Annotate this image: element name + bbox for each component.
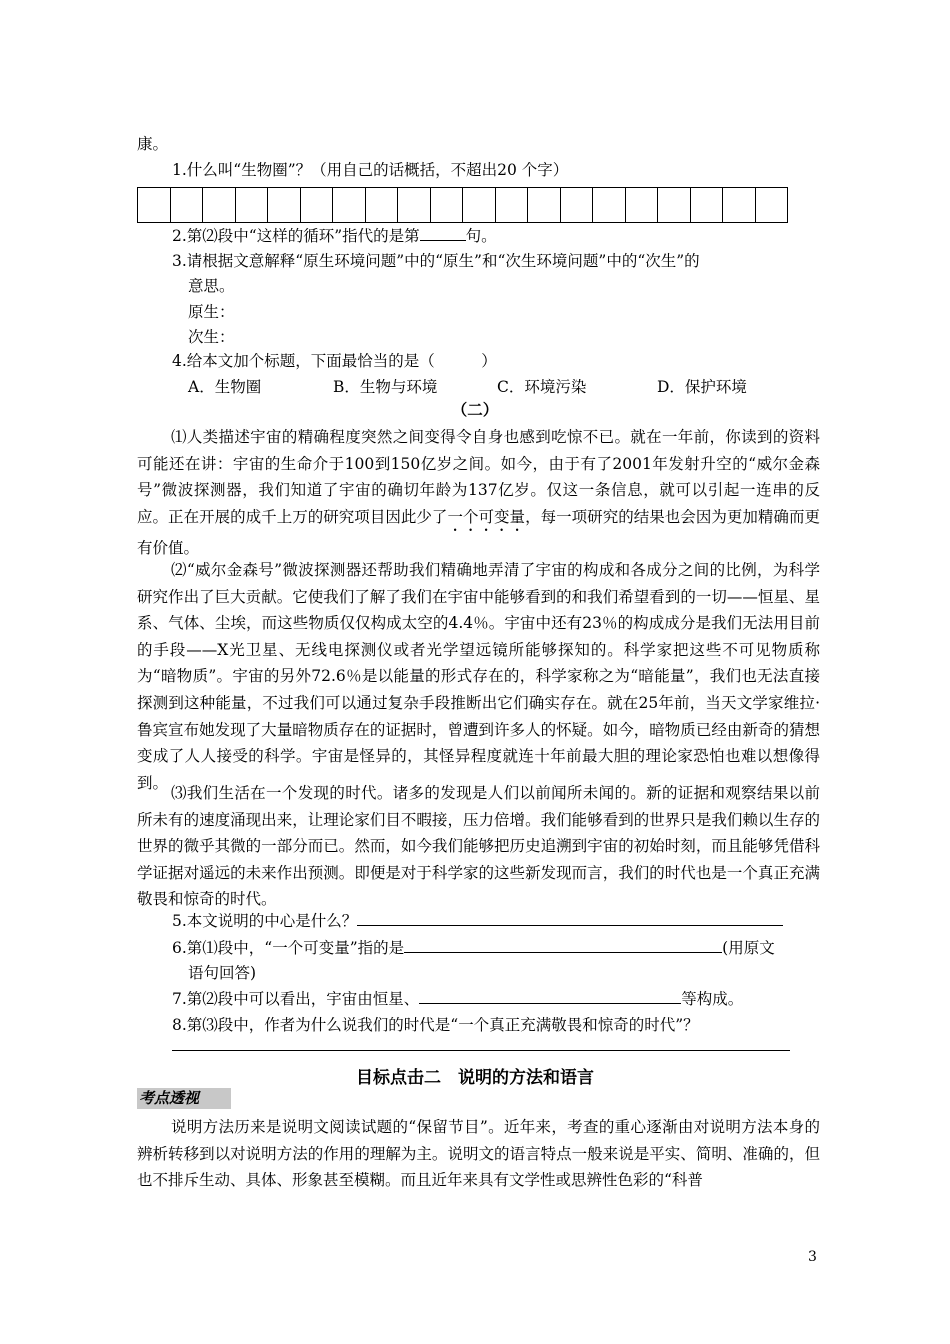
- answer-box[interactable]: [236, 187, 269, 223]
- question-6-prefix: 6.第⑴段中，“一个可变量”指的是: [172, 939, 405, 957]
- question-8: 8.第⑶段中，作者为什么说我们的时代是“一个真正充满敬畏和惊奇的时代”？: [172, 1016, 699, 1034]
- intro-paragraph: 说明方法历来是说明文阅读试题的“保留节目”。近年来，考查的重心逐渐由对说明方法本身的辨析转移到以对说明方法的作用的理解为主。说明文的语言特点一般来说是平实、简明、准确的，但也不排斥生动、具体、形象甚至模糊。而且近年来具有文学性或思辨性色彩的“科普: [137, 1118, 820, 1190]
- answer-box[interactable]: [658, 187, 691, 223]
- paragraph-1-dotted-phrase: 一个可变量: [447, 507, 526, 526]
- answer-box[interactable]: [366, 187, 399, 223]
- answer-box[interactable]: [268, 187, 301, 223]
- question-7-blank[interactable]: [419, 1003, 681, 1004]
- question-2-blank[interactable]: [420, 240, 466, 241]
- question-2: [172, 226, 497, 246]
- answer-box[interactable]: [756, 187, 789, 223]
- answer-box[interactable]: [528, 187, 561, 223]
- answer-box[interactable]: [171, 187, 204, 223]
- answer-box[interactable]: [431, 187, 464, 223]
- question-5-blank[interactable]: [357, 925, 783, 926]
- answer-box-grid: [137, 187, 788, 223]
- option-b: B．生物与环境: [333, 378, 438, 396]
- question-3: 3.请根据文意解释“原生环境问题”中的“原生”和“次生环境问题”中的“次生”的: [172, 252, 700, 270]
- question-3-yuansheng: 原生：: [188, 303, 235, 321]
- paragraph-3: ⑶我们生活在一个发现的时代。诸多的发现是人们以前闻所未闻的。新的证据和观察结果以前所未有的速度涌现出来，让理论家们目不暇接，压力倍增。我们能够看到的世界只是我们赖以生存的世界的微乎其微的一部分而已。然而，如今我们能够把历史追溯到宇宙的初始时刻，而且能够凭借科学证据对遥远的未来作出预测。即便是对于科学家的这些新发现而言，我们的时代也是一个真正充满敬畏和惊奇的时代。: [137, 784, 820, 909]
- section-2-heading: （二）: [451, 400, 499, 419]
- paragraph-1-text-a: ⑴人类描述宇宙的精确程度突然之间变得令自身也感到吃惊不已。就在一年前，你读到的资料可能还在讲：宇宙的生命介于100到150亿岁之间。如今，由于有了2001年发射升空的“威尔金森号”微波探测器，我们知道了宇宙的确切年龄为137亿岁。仅这一条信息，就可以引起一连串的反应。正在开展的成千上万的研究项目因此少了: [137, 428, 820, 526]
- question-2-suffix: 句。: [465, 227, 497, 245]
- answer-box[interactable]: [561, 187, 594, 223]
- question-3-continued: 意思。: [188, 277, 235, 295]
- kaodian-tag: 考点透视: [137, 1088, 231, 1109]
- question-2-prefix: 2.第⑵段中“这样的循环”指代的是第: [172, 227, 420, 245]
- answer-box[interactable]: [398, 187, 431, 223]
- question-5-text: 5.本文说明的中心是什么？: [172, 912, 358, 930]
- answer-box[interactable]: [203, 187, 236, 223]
- top-fragment: 康。: [137, 135, 169, 153]
- page-number: 3: [808, 1249, 817, 1265]
- question-7-suffix: 等构成。: [681, 990, 744, 1008]
- paragraph-2: ⑵“威尔金森号”微波探测器还帮助我们精确地弄清了宇宙的构成和各成分之间的比例，为科学研究作出了巨大贡献。它使我们了解了我们在宇宙中能够看到的和我们希望看到的一切——恒星、星系、气体、尘埃，而这些物质仅仅构成太空的4.4％。宇宙中还有23％的构成成分是我们无法用目前的手段——X光卫星、无线电探测仪或者光学望远镜所能够探知的。科学家把这些不可见物质称为“暗物质”。宇宙的另外72.6％是以能量的形式存在的，科学家称之为“暗能量”，我们也无法直接探测到这种能量，不过我们可以通过复杂手段推断出它们确实存在。就在25年前，当天文学家维拉·鲁宾宣布她发现了大量暗物质存在的证据时，曾遭到许多人的怀疑。如今，暗物质已经由新奇的猜想变成了人人接受的科学。宇宙是怪异的，其怪异程度就连十年前最大胆的理论家恐怕也难以想像得到。: [137, 561, 820, 792]
- option-a: A．生物圈: [188, 378, 262, 396]
- answer-box[interactable]: [138, 187, 171, 223]
- section-title: 目标点击二 说明的方法和语言: [356, 1068, 594, 1088]
- answer-box[interactable]: [593, 187, 626, 223]
- answer-box[interactable]: [723, 187, 756, 223]
- question-3-cisheng: 次生：: [188, 328, 235, 346]
- question-4: 4.给本文加个标题，下面最恰当的是（ ）: [172, 352, 497, 370]
- question-1: 1.什么叫“生物圈”？（用自己的话概括，不超出20 个字）: [172, 161, 569, 179]
- answer-box[interactable]: [301, 187, 334, 223]
- question-5: [172, 911, 783, 931]
- answer-line[interactable]: [172, 1050, 790, 1051]
- answer-box[interactable]: [463, 187, 496, 223]
- question-6-suffix: (用原文: [722, 939, 775, 957]
- paragraph-1-text-b: ，每一项研究的结果也会因为更加精确而更有价值。: [137, 507, 820, 557]
- answer-box[interactable]: [333, 187, 366, 223]
- paragraph-1: [137, 424, 820, 561]
- question-7: [172, 989, 743, 1009]
- question-6-blank[interactable]: [404, 952, 722, 953]
- question-7-prefix: 7.第⑵段中可以看出，宇宙由恒星、: [172, 990, 420, 1008]
- option-c: C．环境污染: [497, 378, 587, 396]
- question-6-continued: 语句回答): [188, 964, 257, 982]
- option-d: D．保护环境: [657, 378, 747, 396]
- question-6: [172, 938, 775, 958]
- answer-box[interactable]: [691, 187, 724, 223]
- answer-box[interactable]: [496, 187, 529, 223]
- answer-box[interactable]: [626, 187, 659, 223]
